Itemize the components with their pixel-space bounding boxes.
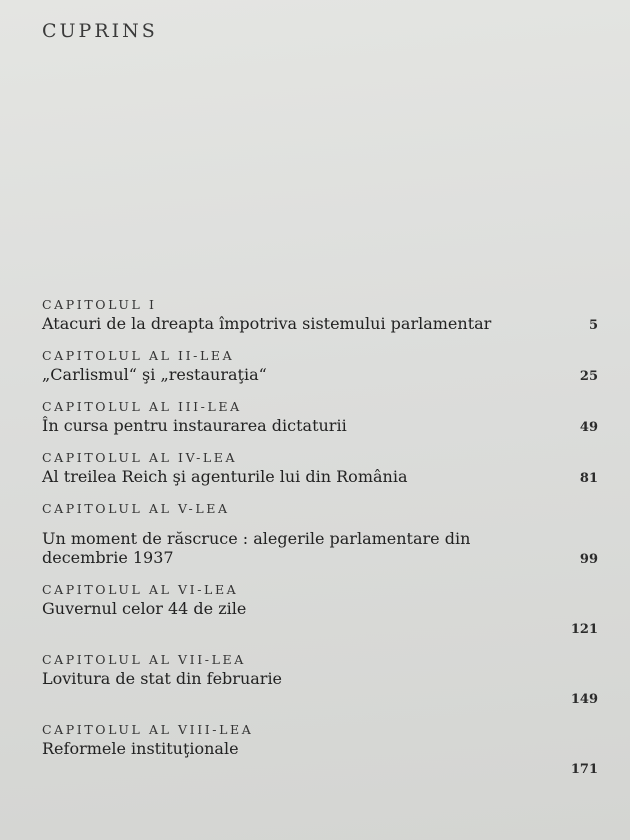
chapter-title: În cursa pentru instaurarea dictaturii — [42, 416, 347, 435]
toc-entry-5 — [42, 500, 598, 567]
chapter-label: CAPITOLUL AL VIII-LEA — [42, 722, 254, 737]
toc-entry-3 — [42, 398, 598, 435]
toc-entry-8 — [42, 721, 598, 777]
chapter-label: CAPITOLUL AL III-LEA — [42, 399, 242, 414]
chapter-label: CAPITOLUL AL II-LEA — [42, 348, 235, 363]
chapter-label: CAPITOLUL AL V-LEA — [42, 501, 230, 516]
toc-entry-4 — [42, 449, 598, 486]
page-number: 81 — [579, 471, 598, 486]
page-number: 25 — [579, 369, 598, 384]
chapter-title: „Carlismul“ şi „restauraţia“ — [42, 365, 267, 384]
chapter-title: Reformele instituţionale — [42, 739, 239, 758]
page-number: 5 — [588, 318, 598, 333]
table-of-contents — [42, 296, 598, 791]
page-title: CUPRINS — [42, 20, 158, 42]
chapter-label: CAPITOLUL AL IV-LEA — [42, 450, 238, 465]
toc-entry-7 — [42, 651, 598, 707]
toc-entry-2 — [42, 347, 598, 384]
chapter-title: Lovitura de stat din februarie — [42, 669, 283, 688]
chapter-title: Al treilea Reich şi agenturile lui din România — [42, 467, 408, 486]
page-number: 49 — [579, 420, 598, 435]
page-number: 121 — [570, 622, 598, 637]
chapter-title: Atacuri de la dreapta împotriva sistemului parlamentar — [42, 314, 492, 333]
chapter-label: CAPITOLUL AL VII-LEA — [42, 652, 246, 667]
page-number: 171 — [570, 762, 598, 777]
chapter-title: Guvernul celor 44 de zile — [42, 599, 247, 618]
toc-entry-6 — [42, 581, 598, 637]
chapter-title: Un moment de răscruce : alegerile parlamentare din decembrie 1937 — [42, 529, 471, 567]
chapter-label: CAPITOLUL I — [42, 297, 157, 312]
page-number: 99 — [579, 552, 598, 567]
bleed-through-text — [290, 20, 620, 68]
chapter-label: CAPITOLUL AL VI-LEA — [42, 582, 239, 597]
page-number: 149 — [570, 692, 598, 707]
toc-entry-1 — [42, 296, 598, 333]
